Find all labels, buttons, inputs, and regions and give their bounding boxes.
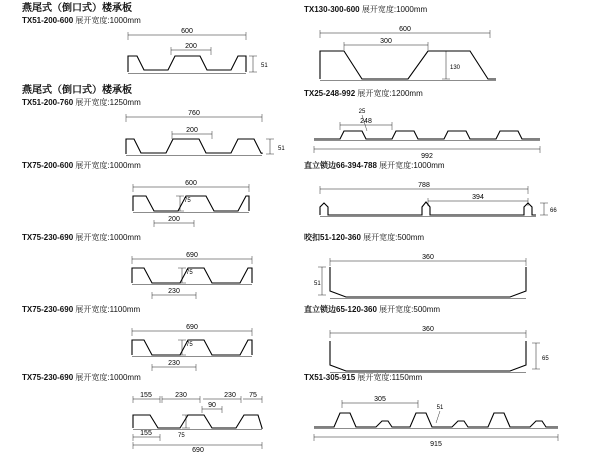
section-r4-model: 咬扣51-120-360	[304, 233, 361, 242]
dim-130: 130	[450, 65, 461, 71]
section-l6-spec-value: 1000mm	[109, 373, 141, 382]
section-r2-model: TX25-248-992	[304, 89, 356, 98]
section-l2-model-line	[0, 97, 300, 108]
section-r1-figure	[300, 15, 600, 93]
section-r3	[300, 160, 600, 235]
section-l5-model: TX75-230-690	[22, 305, 74, 314]
section-r5-model-line	[300, 304, 600, 315]
section-l1-heading: 燕尾式（倒口式）楼承板	[22, 3, 132, 14]
section-l2-heading: 燕尾式（倒口式）楼承板	[22, 85, 132, 96]
dim-51: 51	[314, 281, 321, 287]
dim-75: 75	[186, 270, 193, 276]
section-r3-figure	[300, 171, 600, 235]
section-r4-figure	[300, 243, 600, 313]
dim-305: 305	[374, 396, 386, 403]
section-l6-spec-label: 展开宽度:	[75, 373, 110, 382]
dim-25: 25	[358, 109, 366, 115]
section-r3-spec-value: 1000mm	[413, 161, 445, 170]
right-column	[300, 0, 600, 450]
section-l5-figure	[0, 315, 300, 379]
section-r1-model: TX130-300-600	[304, 5, 360, 14]
section-l5	[0, 304, 300, 379]
dim-230: 230	[168, 360, 180, 367]
section-r4	[300, 232, 600, 313]
dim-75: 75	[184, 198, 191, 204]
dim-360: 360	[422, 326, 434, 333]
dim-155-top: 155	[140, 392, 152, 399]
dim-51: 51	[278, 146, 285, 152]
dim-230: 230	[168, 288, 180, 295]
dim-230-top-left: 230	[175, 392, 187, 399]
section-r2-spec-label: 展开宽度:	[357, 89, 392, 98]
section-r3-spec-label: 展开宽度:	[379, 161, 414, 170]
section-l3-spec-value: 1000mm	[109, 161, 141, 170]
dim-788: 788	[418, 182, 430, 189]
section-r2-spec-value: 1200mm	[391, 89, 423, 98]
section-l6-model: TX75-230-690	[22, 373, 74, 382]
dim-230-top-right: 230	[224, 392, 236, 399]
section-l1-model-line	[0, 15, 300, 26]
section-r6-spec-label: 展开宽度:	[357, 373, 392, 382]
section-l2-figure	[0, 108, 300, 164]
section-l1-figure	[0, 26, 300, 82]
section-l6-figure	[0, 383, 300, 453]
section-l4-spec-value: 1000mm	[109, 233, 141, 242]
section-l2-model: TX51-200-760	[22, 98, 74, 107]
dim-51: 51	[261, 63, 268, 69]
section-r1-spec-label: 展开宽度:	[361, 5, 397, 14]
section-l3-spec-label: 展开宽度:	[75, 161, 110, 170]
section-l3-model: TX75-200-600	[22, 161, 74, 170]
section-l6-model-line	[0, 372, 300, 383]
dim-690: 690	[186, 252, 198, 259]
section-r5-spec-label: 展开宽度:	[379, 305, 414, 314]
section-r6	[300, 372, 600, 453]
section-r2	[300, 88, 600, 163]
section-l1-model: TX51-200-600	[22, 16, 74, 25]
section-r3-model: 直立锁边66-394-788	[304, 161, 377, 170]
dim-248: 248	[360, 118, 372, 125]
dim-600: 600	[181, 28, 193, 35]
section-l4-model-line	[0, 232, 300, 243]
section-l3-figure	[0, 171, 300, 235]
dim-394: 394	[472, 194, 484, 201]
dim-600: 600	[185, 180, 197, 187]
section-l3-model-line	[0, 160, 300, 171]
dim-200: 200	[186, 127, 198, 134]
dim-65: 65	[542, 356, 549, 362]
section-l2	[0, 84, 300, 164]
section-l5-spec-label: 展开宽度:	[75, 305, 110, 314]
section-l4-figure	[0, 243, 300, 307]
section-l4-spec-label: 展开宽度:	[75, 233, 110, 242]
section-r1-model-line	[300, 4, 600, 15]
section-r5-model: 直立锁边65-120-360	[304, 305, 377, 314]
section-r4-spec-value: 500mm	[397, 233, 425, 242]
section-l2-spec-label: 展开宽度:	[75, 98, 110, 107]
dim-690: 690	[186, 324, 198, 331]
section-l2-spec-value: 1250mm	[109, 98, 141, 107]
dim-200: 200	[168, 216, 180, 223]
section-l1-spec-label: 展开宽度:	[75, 16, 110, 25]
section-r2-model-line	[300, 88, 600, 99]
dim-75: 75	[186, 342, 193, 348]
section-l3	[0, 160, 300, 235]
dim-200: 200	[185, 43, 197, 50]
section-r4-spec-label: 展开宽度:	[363, 233, 398, 242]
dim-915: 915	[430, 441, 442, 448]
dim-360: 360	[422, 254, 434, 261]
section-l5-spec-value: 1100mm	[109, 305, 141, 314]
section-r3-model-line	[300, 160, 600, 171]
section-l5-model-line	[0, 304, 300, 315]
section-l1	[0, 2, 300, 82]
section-l1-spec-value: 1000mm	[109, 16, 141, 25]
section-l4-model: TX75-230-690	[22, 233, 74, 242]
section-r1-spec-value: 1000mm	[396, 5, 428, 14]
section-r1	[300, 4, 600, 93]
dim-992: 992	[421, 153, 433, 160]
dim-75-bottom: 75	[178, 433, 185, 439]
section-l4	[0, 232, 300, 307]
dim-690: 690	[192, 447, 204, 453]
section-r6-figure	[300, 383, 600, 453]
dim-300: 300	[380, 38, 392, 45]
section-r5-spec-value: 500mm	[413, 305, 441, 314]
section-r2-figure	[300, 99, 600, 163]
dim-51: 51	[436, 405, 444, 411]
dim-75-top: 75	[249, 392, 257, 399]
dim-66: 66	[550, 208, 557, 214]
dim-600: 600	[399, 26, 411, 33]
section-r6-model: TX51-305-915	[304, 373, 356, 382]
dim-155-bottom: 155	[140, 430, 152, 437]
section-r6-spec-value: 1150mm	[391, 373, 423, 382]
section-r4-model-line	[300, 232, 600, 243]
section-l6	[0, 372, 300, 453]
dim-760: 760	[188, 110, 200, 117]
dim-90: 90	[208, 402, 216, 409]
section-r6-model-line	[300, 372, 600, 383]
